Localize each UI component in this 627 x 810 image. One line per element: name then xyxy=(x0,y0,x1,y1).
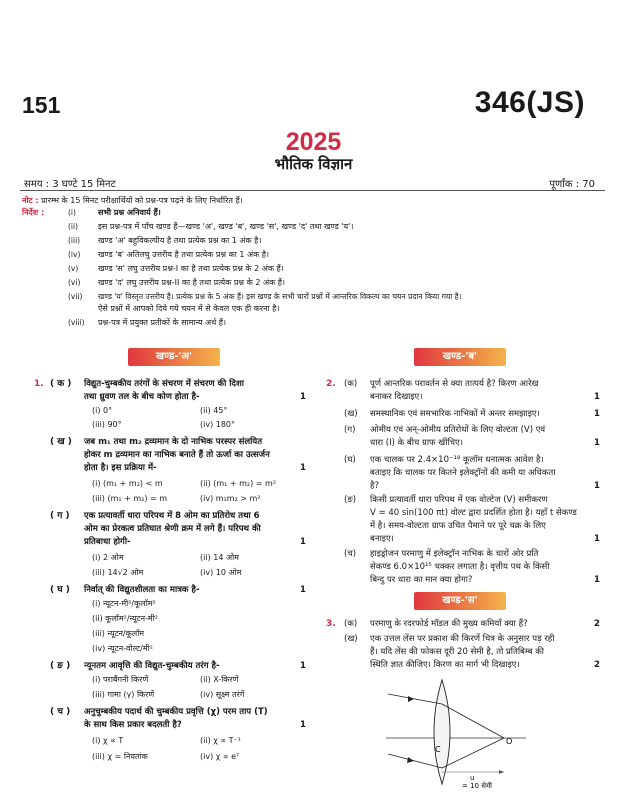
question-marks: 1 xyxy=(594,481,600,491)
question-line: ओम का प्रेरकत्व प्रतिघात श्रेणी क्रम में लगे हैं। परिपथ की xyxy=(84,524,261,534)
option: (ii) χ ∝ T⁻¹ xyxy=(200,736,241,745)
question-line: जब m₁ तथा m₂ द्रव्यमान के दो नाभिक परस्पर संलयित xyxy=(84,437,263,447)
refracted-ray xyxy=(442,738,504,768)
instruction-text: खण्ड 'द' लघु उत्तरीय प्रश्न-II का है तथा प्रत्येक प्रश्न के 2 अंक हैं। xyxy=(98,278,286,287)
question-marks: 1 xyxy=(594,534,600,544)
option: (i) 2 ओम xyxy=(92,553,124,562)
instruction-text: इस प्रश्न-पत्र में पाँच खण्ड हैं—खण्ड 'अ', खण्ड 'ब', खण्ड 'स', खण्ड 'द' तथा खण्ड 'य'। xyxy=(98,222,354,231)
u-label: u xyxy=(470,774,475,782)
option: (i) पराबैंगनी किरणें xyxy=(92,675,149,684)
question-line: एक उत्तल लेंस पर प्रकाश की किरणें चित्र के अनुसार पड़ रही xyxy=(370,634,555,644)
distance-arrow-icon xyxy=(499,770,504,774)
question-number: 1. xyxy=(34,379,44,389)
instruction-text: खण्ड 'अ' बहुविकल्पीय है तथा प्रत्येक प्रश्न का 1 अंक है। xyxy=(98,236,262,245)
question-line: होकर m द्रव्यमान का नाभिक बनाते हैं तो ऊर्जा का उत्सर्जन xyxy=(84,450,270,460)
lens-center-label: C xyxy=(435,745,441,754)
instruction-text: ऐसे प्रश्नों में आपको दिये गये चयन में से केवल एक ही करना है। xyxy=(98,304,280,313)
question-line: तथा ध्रुवण तल के बीच कोण होता है- xyxy=(84,392,200,402)
question-marks: 1 xyxy=(300,463,306,473)
incident-ray xyxy=(388,754,442,768)
question-line: अनुचुम्बकीय पदार्थ की चुम्बकीय प्रवृत्ति (χ) परम ताप (T) xyxy=(84,707,268,717)
time-allowed: समय : 3 घण्टे 15 मिनट xyxy=(24,179,116,190)
instruction-text: खण्ड 'ब' अतिलघु उत्तरीय है तथा प्रत्येक प्रश्न का 1 अंक है। xyxy=(98,250,270,259)
section-b-heading: खण्ड-'ब' xyxy=(414,348,506,366)
option: (i) 0° xyxy=(92,406,113,415)
question-line: पूर्ण आन्तरिक परावर्तन से क्या तात्पर्य है? किरण आरेख xyxy=(370,379,539,389)
option: (iii) 14√2 ओम xyxy=(92,568,144,577)
option: (iii) (m₁ + m₂) = m xyxy=(92,494,168,503)
part-label: (क) xyxy=(344,379,358,389)
question-line: एक प्रत्यावर्ती धारा परिपथ में 8 ओम का प्रतिरोध तथा 6 xyxy=(84,511,260,521)
option: (iii) 90° xyxy=(92,420,122,429)
part-label: (च) xyxy=(344,549,357,559)
question-line: ओमीय एवं अन्-ओमीय प्रतिरोधों के लिए वोल्टता (V) एवं xyxy=(370,425,546,435)
instruction-num: (vi) xyxy=(68,278,81,287)
part-label: (क) xyxy=(344,619,358,629)
question-line: एक चालक पर 2.4×10⁻¹⁸ कूलॉम धनात्मक आवेश है। xyxy=(370,455,544,465)
question-marks: 1 xyxy=(594,392,600,402)
question-line: के साथ किस प्रकार बदलती है? xyxy=(84,720,182,730)
convex-lens-ray-diagram xyxy=(380,672,530,790)
question-line: में है। समय-वोल्टता ग्राफ उचित पैमाने पर पूरे चक्र के लिए xyxy=(370,521,546,531)
exam-year: 2025 xyxy=(285,128,342,156)
instruction-text: खण्ड 'य' विस्तृत उत्तरीय है। प्रत्येक प्रश्न के 5 अंक हैं। इस खण्ड के सभी चारों प्रश्नों में आन्तरिक विकल्प का चयन प्रदान किया गया है। xyxy=(98,292,462,301)
question-line: V = 40 sin(100 πt) वोल्ट द्वारा प्रदर्शित होता है। यहाँ t सेकण्ड xyxy=(370,508,577,518)
instructions-label: निर्देश : xyxy=(22,208,45,217)
option: (ii) कूलॉम²/न्यूटन-मी² xyxy=(92,614,158,623)
question-line: होता है। इस प्रक्रिया में- xyxy=(84,463,157,473)
option: (iii) χ = नियतांक xyxy=(92,752,148,761)
page-number: 151 xyxy=(22,92,61,118)
question-number: 3. xyxy=(326,619,336,629)
instruction-num: (vii) xyxy=(68,292,83,301)
question-line: किसी प्रत्यावर्ती धारा परिपथ में एक वोल्टेज (V) समीकरण xyxy=(370,495,548,505)
header-divider xyxy=(20,190,605,191)
question-line: विद्युत-चुम्बकीय तरंगों के संचरण में संचरण की दिशा xyxy=(84,379,244,389)
question-line: न्यूनतम आवृत्ति की विद्युत-चुम्बकीय तरंग है- xyxy=(84,661,220,671)
question-line: हैं। यदि लेंस की फोकस दूरी 20 सेमी है, तो प्रतिबिम्ब की xyxy=(370,647,544,657)
option: (iv) सूक्ष्म तरंगें xyxy=(200,690,245,699)
note xyxy=(22,196,243,206)
incident-ray xyxy=(388,694,442,704)
point-o-label: O xyxy=(506,737,513,746)
option: (i) (m₁ + m₂) < m xyxy=(92,479,163,488)
question-line: परमाणु के रदरफोर्ड मॉडल की मुख्य कमियाँ क्या हैं? xyxy=(370,619,528,629)
part-label: ( ख ) xyxy=(50,437,72,447)
option: (iv) m₁m₂ > m² xyxy=(200,494,261,503)
part-label: ( क ) xyxy=(50,379,72,389)
option: (ii) X-किरणें xyxy=(200,675,239,684)
option: (ii) 45° xyxy=(200,406,228,415)
question-marks: 1 xyxy=(300,720,306,730)
instruction-num: (ii) xyxy=(68,222,79,231)
note-text: प्रारम्भ के 15 मिनट परीक्षार्थियों को प्रश्न-पत्र पढ़ने के लिए निर्धारित हैं। xyxy=(41,196,243,205)
note-label: नोट : xyxy=(22,196,39,205)
ray-arrow-icon xyxy=(408,696,414,702)
max-marks: पूर्णांक : 70 xyxy=(549,179,595,190)
question-marks: 2 xyxy=(594,619,600,629)
part-label: (घ) xyxy=(344,455,356,465)
option: (ii) (m₁ + m₂) = m² xyxy=(200,479,277,488)
question-number: 2. xyxy=(326,379,336,389)
option: (iv) न्यूटन-वोल्ट/मी² xyxy=(92,644,153,653)
subject-title: भौतिक विज्ञान xyxy=(274,155,353,173)
part-label: (ग) xyxy=(344,425,356,435)
ray-arrow-icon xyxy=(407,757,414,763)
instruction-num: (iv) xyxy=(68,250,81,259)
refracted-ray xyxy=(442,704,504,738)
question-marks: 2 xyxy=(594,660,600,670)
question-line: निर्वात् की विद्युतशीलता का मात्रक है- xyxy=(84,585,200,595)
part-label: (ख) xyxy=(344,634,358,644)
question-marks: 1 xyxy=(594,409,600,419)
question-line: सेकण्ड 6.0×10¹⁵ चक्कर लगाता है। वृत्तीय पथ के किसी xyxy=(370,562,550,572)
option: (iv) 180° xyxy=(200,420,236,429)
part-label: ( ग ) xyxy=(50,511,70,521)
question-marks: 1 xyxy=(300,537,306,547)
instruction-text: खण्ड 'स' लघु उत्तरीय प्रश्न-I का है तथा प्रत्येक प्रश्न के 2 अंक हैं। xyxy=(98,264,284,273)
question-line: धारा (I) के बीच ग्राफ खींचिए। xyxy=(370,438,463,448)
option: (ii) 14 ओम xyxy=(200,553,239,562)
part-label: (ख) xyxy=(344,409,358,419)
part-label: ( घ ) xyxy=(50,585,70,595)
instruction-text: सभी प्रश्न अनिवार्य हैं। xyxy=(98,208,161,217)
instruction-num: (viii) xyxy=(68,318,85,327)
option: (iii) गामा (γ) किरणें xyxy=(92,690,155,699)
option: (iv) 10 ओम xyxy=(200,568,242,577)
question-line: बिन्दु पर धारा का मान क्या होगा? xyxy=(370,575,473,585)
section-a-heading: खण्ड-'अ' xyxy=(128,348,220,366)
question-marks: 1 xyxy=(594,575,600,585)
option: (i) न्यूटन-मी²/कूलॉम² xyxy=(92,599,156,608)
part-label: (ङ) xyxy=(344,495,357,505)
option: (i) χ ∝ T xyxy=(92,736,124,745)
instruction-num: (iii) xyxy=(68,236,81,245)
question-line: बनाकर दिखाइए। xyxy=(370,392,423,402)
question-marks: 1 xyxy=(594,438,600,448)
paper-code: 346(JS) xyxy=(474,86,585,119)
part-label: ( च ) xyxy=(50,707,71,717)
instruction-num: (v) xyxy=(68,264,79,273)
question-marks: 1 xyxy=(300,392,306,402)
question-line: स्थिति ज्ञात कीजिए। किरण का मार्ग भी दिखाइए। xyxy=(370,660,520,670)
u-value: = 10 सेमी xyxy=(462,782,492,790)
instruction-text: प्रश्न-पत्र में प्रयुक्त प्रतीकों के सामान्य अर्थ हैं। xyxy=(98,318,227,327)
question-line: समस्थानिक एवं समभारिक नाभिकों में अन्तर समझाइए। xyxy=(370,409,540,419)
option: (iv) χ ∝ eᵀ xyxy=(200,752,240,761)
question-marks: 1 xyxy=(300,585,306,595)
question-line: है? xyxy=(370,481,380,491)
question-line: हाइड्रोजन परमाणु में इलेक्ट्रॉन नाभिक के चारों ओर प्रति xyxy=(370,549,539,559)
option: (iii) न्यूटन/कूलॉम xyxy=(92,629,145,638)
part-label: ( ङ ) xyxy=(50,661,71,671)
question-line: प्रतिबाधा होगी- xyxy=(84,537,131,547)
section-c-heading: खण्ड-'स' xyxy=(414,592,506,610)
question-marks: 1 xyxy=(300,661,306,671)
question-line: बताइए कि चालक पर कितने इलेक्ट्रॉनों की कमी या अधिकता xyxy=(370,468,556,478)
convex-lens xyxy=(434,680,450,784)
question-line: बनाइए। xyxy=(370,534,394,544)
instruction-num: (i) xyxy=(68,208,76,217)
